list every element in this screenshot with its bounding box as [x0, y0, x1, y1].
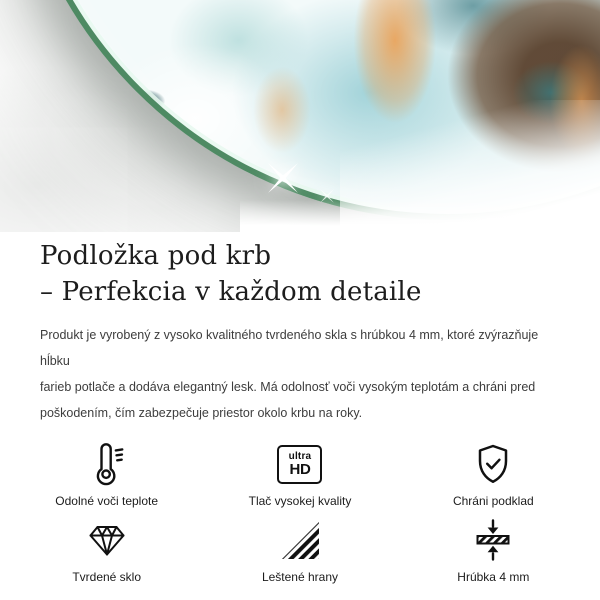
ultra-hd-badge [277, 445, 322, 484]
sparkle-small-icon [317, 186, 337, 206]
feature-label: Hrúbka 4 mm [457, 570, 530, 584]
photo-fade-overlay-bottom [240, 200, 600, 232]
feature-label: Chráni podklad [452, 494, 534, 508]
sparkle-icon [261, 156, 305, 200]
product-description [40, 322, 560, 426]
feature-label: Tvrdené sklo [72, 570, 142, 584]
feature-protects-surface [397, 442, 590, 508]
thickness-compress-icon [471, 518, 515, 562]
features-grid [10, 442, 590, 584]
feature-label: Tlač vysokej kvality [248, 494, 352, 508]
feature-label: Odolné voči teplote [55, 494, 159, 508]
feature-tempered-glass [10, 518, 203, 584]
feature-label: Leštené hrany [261, 570, 339, 584]
page-title [40, 238, 560, 310]
polished-edges-icon [278, 518, 322, 562]
feature-thickness [397, 518, 590, 584]
ultra-hd-icon [277, 442, 322, 486]
description-line: farieb potlače a dodáva elegantný lesk. Má odolnosť voči vysokým teplotám a chráni pred [40, 380, 536, 394]
feature-print-quality [203, 442, 396, 508]
feature-heat-resistant [10, 442, 203, 508]
page-title-line1: Podložka pod krb [40, 241, 272, 271]
thermometer-heat-icon [85, 442, 129, 486]
diamond-icon [85, 518, 129, 562]
description-line: poškodením, čím zabezpečuje priestor okolo krbu na roky. [40, 406, 363, 420]
ultra-hd-text-bottom: HD [289, 461, 311, 478]
product-hero-image [0, 0, 600, 232]
page-title-line2: – Perfekcia v každom detaile [40, 277, 422, 307]
shield-check-icon [471, 442, 515, 486]
description-line: Produkt je vyrobený z vysoko kvalitného tvrdeného skla s hrúbkou 4 mm, ktoré zvýrazňuje hĺbku [40, 328, 539, 368]
feature-polished-edges [203, 518, 396, 584]
ultra-hd-text-top: ultra [288, 451, 312, 462]
